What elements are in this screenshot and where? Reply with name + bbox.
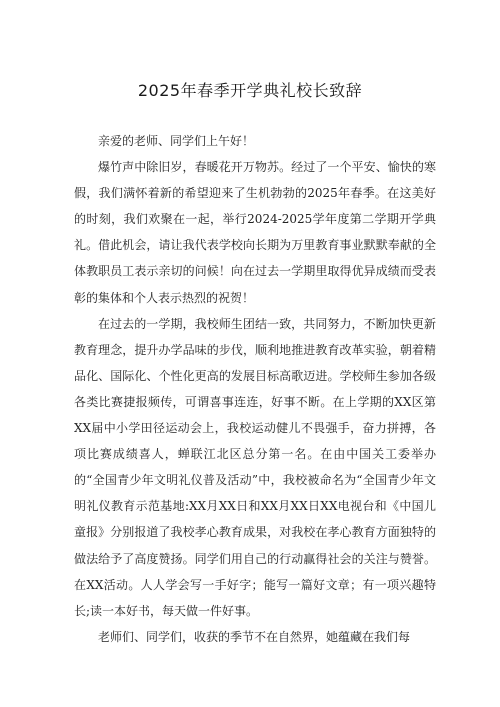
document-body xyxy=(74,128,436,650)
paragraph-opening: 爆竹声中除旧岁，春暖花开万物苏。经过了一个平安、愉快的寒假，我们满怀着新的希望迎来了生机勃勃的2025年春季。在这美好的时刻，我们欢聚在一起，举行2024-2025学年度第二学期开学典礼。借此机会，请让我代表学校向长期为万里教育事业默默奉献的全体教职员工表示亲切的问候！向在过去一学期里取得优异成绩而受表彰的集体和个人表示热烈的祝贺！ xyxy=(74,160,436,305)
paragraph-achievements: 在过去的一学期，我校师生团结一致，共同努力，不断加快更新教育理念，提升办学品味的步伐，顺利地推进教育改革实验，朝着精品化、国际化、个性化更高的发展目标高歌迈进。学校师生参加各级各类比赛捷报频传，可谓喜事连连，好事不断。在上学期的XX区第XX届中小学田径运动会上，我校运动健儿不畏强手，奋力拼搏，各项比赛成绩喜人，蝉联江北区总分第一名。在由中国关工委举办的“全国青少年文明礼仪普及活动”中，我校被命名为“全国青少年文明礼仪教育示范基地:XX月XX日和XX月XX日XX电视台和《中国儿童报》分别报道了我校孝心教育成果，对我校在孝心教育方面独特的做法给予了高度赞扬。同学们用自己的行动赢得社会的关注与赞誉。在XX活动。人人学会写一手好字；能写一篇好文章；有一项兴趣特长;读一本好书，每天做一件好事。 xyxy=(74,316,436,618)
paragraph-closing-start: 老师们、同学们，收获的季节不在自然界，她蕴藏在我们每 xyxy=(98,629,411,644)
document-title: 2025年春季开学典礼校长致辞 xyxy=(137,81,363,100)
paragraph-greeting: 亲爱的老师、同学们上午好！ xyxy=(98,134,255,148)
